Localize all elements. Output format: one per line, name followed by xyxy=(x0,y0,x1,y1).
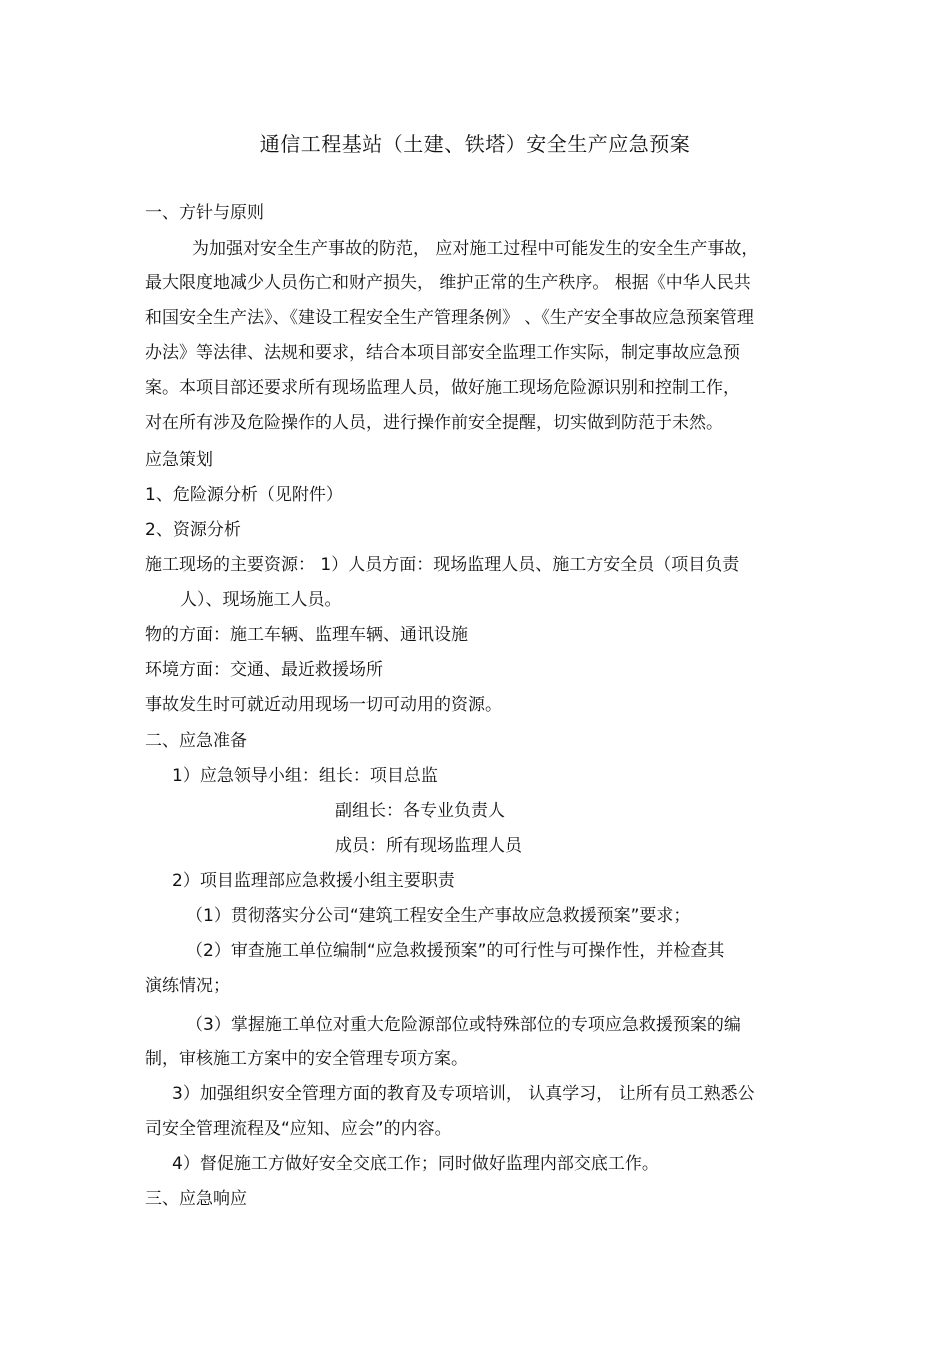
list-item: 2、资源分析 xyxy=(145,520,241,540)
list-item: 3）加强组织安全管理方面的教育及专项培训， 认真学习， 让所有员工熟悉公 xyxy=(172,1084,755,1104)
heading-section-3: 三、应急响应 xyxy=(145,1189,247,1209)
paragraph-line: 办法》等法律、法规和要求，结合本项目部安全监理工作实际，制定事故应急预 xyxy=(145,343,740,363)
paragraph-line: 环境方面：交通、最近救援场所 xyxy=(145,660,383,680)
paragraph-line: 最大限度地减少人员伤亡和财产损失， 维护正常的生产秩序。 根据《中华人民共 xyxy=(145,273,751,293)
paragraph-line: 演练情况； xyxy=(145,976,230,996)
paragraph-line: 事故发生时可就近动用现场一切可动用的资源。 xyxy=(145,695,502,715)
list-item: （2）审查施工单位编制“应急救援预案”的可行性与可操作性，并检查其 xyxy=(186,941,725,961)
list-item: （1）贯彻落实分公司“建筑工程安全生产事故应急救援预案”要求； xyxy=(186,906,691,926)
list-item: 2）项目监理部应急救援小组主要职责 xyxy=(172,871,455,891)
list-item: 1）应急领导小组：组长：项目总监 xyxy=(172,766,438,786)
list-item: 成员：所有现场监理人员 xyxy=(335,836,522,856)
paragraph-line: 为加强对安全生产事故的防范， 应对施工过程中可能发生的安全生产事故， xyxy=(192,239,759,259)
list-item: 1、危险源分析（见附件） xyxy=(145,485,343,505)
paragraph-line: 物的方面：施工车辆、监理车辆、通讯设施 xyxy=(145,625,468,645)
paragraph-line: 施工现场的主要资源： 1）人员方面：现场监理人员、施工方安全员（项目负责 xyxy=(145,555,740,575)
list-item: （3）掌握施工单位对重大危险源部位或特殊部位的专项应急救援预案的编 xyxy=(186,1015,741,1035)
list-item: 4）督促施工方做好安全交底工作；同时做好监理内部交底工作。 xyxy=(172,1154,659,1174)
paragraph-line: 案。本项目部还要求所有现场监理人员，做好施工现场危险源识别和控制工作， xyxy=(145,378,740,398)
paragraph-line: 和国安全生产法》、《建设工程安全生产管理条例》 、《生产安全事故应急预案管理 xyxy=(145,308,754,328)
list-item: 副组长：各专业负责人 xyxy=(335,801,505,821)
heading-section-2: 二、应急准备 xyxy=(145,731,247,751)
paragraph-line: 人）、现场施工人员。 xyxy=(180,590,342,610)
heading-section-1: 一、方针与原则 xyxy=(145,203,264,223)
paragraph-line: 制，审核施工方案中的安全管理专项方案。 xyxy=(145,1049,468,1069)
paragraph-line: 对在所有涉及危险操作的人员，进行操作前安全提醒，切实做到防范于未然。 xyxy=(145,413,723,433)
paragraph-line: 司安全管理流程及“应知、应会”的内容。 xyxy=(145,1119,452,1139)
heading-emergency-planning: 应急策划 xyxy=(145,450,213,470)
document-title: 通信工程基站（土建、铁塔）安全生产应急预案 xyxy=(259,132,691,156)
